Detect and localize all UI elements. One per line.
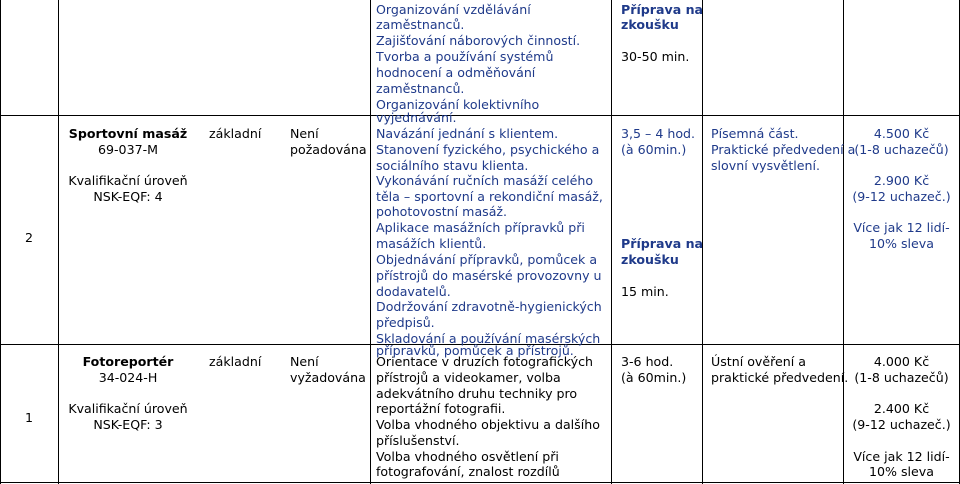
task-line: hodnocení a odměňování — [376, 65, 536, 80]
col-divider — [611, 0, 612, 484]
task-line: Aplikace masážních přípravků při — [376, 220, 585, 235]
task-line: Organizování vzdělávání — [376, 2, 531, 17]
task-line: Dodržování zdravotně-hygienických — [376, 299, 602, 314]
task-line: Orientace v druzích fotografických — [376, 354, 594, 369]
task-line: pohotovostní masáž. — [376, 204, 508, 219]
qualification-level: NSK-EQF: 3 — [93, 417, 163, 432]
price: (1-8 uchazečů) — [854, 370, 949, 385]
practice-requirement: vyžadována — [290, 370, 366, 385]
exam-form: Písemná část. — [711, 126, 799, 141]
task-line: zaměstnanců. — [376, 17, 465, 32]
price: 4.500 Kč — [873, 126, 930, 141]
exam-form: praktické předvedení. — [711, 370, 849, 385]
col-divider — [370, 0, 371, 484]
task-line: dodavatelů. — [376, 284, 451, 299]
price: 4.000 Kč — [873, 354, 930, 369]
task-line: vyjednávání. — [376, 110, 457, 125]
prep-label: zkoušku — [621, 252, 679, 267]
task-line: Navázání jednání s klientem. — [376, 126, 559, 141]
price: (9-12 uchazeč.) — [852, 417, 951, 432]
exam-form: Praktické předvedení a — [711, 142, 856, 157]
education-requirement: základní — [209, 354, 262, 369]
price: (9-12 uchazeč.) — [852, 189, 951, 204]
table-border-bottom — [0, 482, 960, 483]
prep-time: 15 min. — [621, 284, 669, 299]
task-line: Volba vhodného objektivu a dalšího — [376, 417, 600, 432]
row-divider — [0, 115, 960, 116]
prep-label: zkoušku — [621, 17, 679, 32]
prep-time: 30-50 min. — [621, 49, 690, 64]
exam-form: Ústní ověření a — [711, 354, 806, 369]
qualification-level: Kvalifikační úroveň — [68, 173, 188, 188]
qualification-level: Kvalifikační úroveň — [68, 401, 188, 416]
price-discount: 10% sleva — [869, 464, 934, 479]
task-line: masážích klientů. — [376, 236, 487, 251]
price: 2.400 Kč — [873, 401, 930, 416]
exam-form: slovní vysvětlení. — [711, 158, 821, 173]
qualification-level: NSK-EQF: 4 — [93, 189, 163, 204]
task-line: zaměstnanců. — [376, 81, 465, 96]
task-line: Tvorba a používání systémů — [376, 49, 554, 64]
task-line: adekvátního druhu techniky pro — [376, 386, 578, 401]
task-line: Skladování a používání masérských — [376, 331, 601, 346]
task-line: Zajišťování náborových činností. — [376, 33, 581, 48]
qualification-code: 34-024-H — [98, 370, 158, 385]
practice-requirement: požadována — [290, 142, 367, 157]
task-line: přípravků, pomůcek a přístrojů. — [376, 343, 574, 358]
education-requirement: základní — [209, 126, 262, 141]
price-discount: Více jak 12 lidí- — [853, 220, 950, 235]
task-line: přístrojů do masérské provozovny u — [376, 268, 602, 283]
task-line: fotografování, znalost rozdílů — [376, 464, 560, 479]
task-line: předpisů. — [376, 315, 435, 330]
exam-duration: (à 60min.) — [621, 142, 687, 157]
task-line: těla – sportovní a rekondiční masáž, — [376, 189, 603, 204]
price-discount: Více jak 12 lidí- — [853, 449, 950, 464]
task-line: přístrojů a videokamer, volba — [376, 370, 561, 385]
task-line: Stanovení fyzického, psychického a — [376, 142, 600, 157]
exam-duration: 3-6 hod. — [621, 354, 674, 369]
row-number: 1 — [24, 410, 33, 425]
exam-duration: (à 60min.) — [621, 370, 687, 385]
price: 2.900 Kč — [873, 173, 930, 188]
practice-requirement: Není — [290, 126, 319, 141]
task-line: reportážní fotografii. — [376, 401, 506, 416]
row-number: 2 — [24, 230, 33, 245]
prep-label: Příprava na — [621, 236, 704, 251]
exam-duration: 3,5 – 4 hod. — [621, 126, 696, 141]
price-discount: 10% sleva — [869, 236, 934, 251]
task-line: sociálního stavu klienta. — [376, 158, 529, 173]
task-line: Objednávání přípravků, pomůcek a — [376, 252, 598, 267]
task-line: Volba vhodného osvětlení při — [376, 449, 559, 464]
practice-requirement: Není — [290, 354, 319, 369]
task-line: příslušenství. — [376, 433, 460, 448]
task-line: Organizování kolektivního — [376, 97, 540, 112]
qualification-title: Sportovní masáž — [68, 126, 188, 141]
prep-label: Příprava na — [621, 2, 704, 17]
task-line: Vykonávání ručních masáží celého — [376, 173, 594, 188]
qualification-title: Fotoreportér — [82, 354, 174, 369]
price: (1-8 uchazečů) — [854, 142, 949, 157]
qualification-code: 69-037-M — [97, 142, 159, 157]
